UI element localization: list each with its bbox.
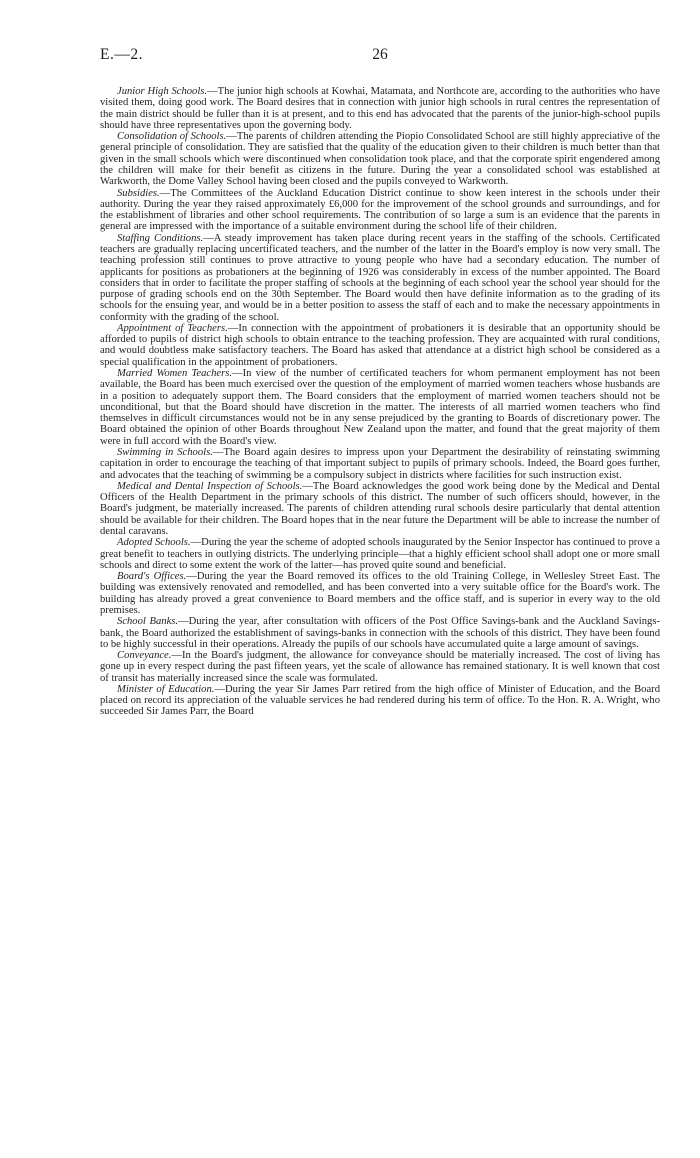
paragraph-heading: Minister of Education. <box>117 683 215 695</box>
paragraph-subsidies <box>100 188 660 233</box>
paragraph-medical-and-dental-inspection <box>100 481 660 537</box>
page-header <box>100 46 660 66</box>
paragraph-text: —During the year Sir James Parr retired from the high office of Minister of Education, and the Board placed on record its appreciation of the valuable services he had rendered during his term of office. To the Hon. R. A. Wright, who succeeded Sir James Parr, the Board <box>100 683 660 718</box>
paragraph-heading: Board's Offices. <box>117 571 187 583</box>
paragraph-heading: Married Women Teachers. <box>117 368 232 380</box>
paragraph-consolidation-of-schools <box>100 131 660 187</box>
paragraph-conveyance <box>100 650 660 684</box>
paragraph-heading: Junior High Schools. <box>117 86 208 97</box>
paragraph-heading: Medical and Dental Inspection of Schools. <box>117 480 303 492</box>
paragraph-swimming-in-schools <box>100 447 660 481</box>
paragraph-text: —In view of the number of certificated teachers for whom permanent employment has not been available, the Board has been much exercised over the question of the employment of married women teachers whose husbands are in a position to adequately support them. The Board considers that the employment of married women teachers should not be unconditional, but that the Board should have discretion in the matter. The interests of all married women teachers who find themselves in difficult circumstances would not be in any sense prejudiced by the granting to Boards of discretionary power. The Board obtained the opinion of other Boards throughout New Zealand upon the matter, and found that the great majority of them were in full accord with the Board's view. <box>100 368 660 447</box>
paragraph-text: —During the year the scheme of adopted schools inaugurated by the Senior Inspector has continued to prove a great benefit to teachers in outlying districts. The underlying principle—that a highly efficient school shall adopt one or more small schools and direct to some extent the work of the latter—has proved quite sound and beneficial. <box>100 537 660 571</box>
paragraph-text: —During the year the Board removed its offices to the old Training College, in Wellesley Street East. The building was extensively renovated and remodelled, and has been converted into a very suitable office for the Board's work. The building has already proved a great convenience to Board members and the office staff, and is superior in every way to the old premises. <box>100 571 660 616</box>
paragraph-adopted-schools <box>100 537 660 571</box>
document-reference: E.—2. <box>100 46 143 63</box>
paragraph-appointment-of-teachers <box>100 323 660 368</box>
paragraph-heading: Subsidies. <box>117 187 160 199</box>
paragraph-minister-of-education <box>100 684 660 718</box>
paragraph-text: —In connection with the appointment of probationers it is desirable that an opportunity should be afforded to pupils of district high schools to obtain entrance to the teaching profession. They are acquainted with rural conditions, and would doubtless make satisfactory teachers. The Board has asked that attendance at a district high school be considered as a special qualification in the appointment of probationers. <box>100 322 661 368</box>
body-text <box>100 86 660 718</box>
paragraph-text: —The Committees of the Auckland Education District continue to show keen interest in the schools under their authority. During the year they raised approximately £6,000 for the improvement of the school grounds and surroundings, and for the establishment of libraries and other school requirements. The contribution of so large a sum is an evidence that the parents in general are impressed with the importance of a suitable environment during the school life of their children. <box>100 187 660 233</box>
paragraph-married-women-teachers <box>100 368 660 447</box>
paragraph-school-banks <box>100 616 660 650</box>
paragraph-boards-offices <box>100 571 660 616</box>
paragraph-heading: Consolidation of Schools. <box>117 131 227 143</box>
paragraph-text: —During the year, after consultation with officers of the Post Office Savings-bank and the Auckland Savings-bank, the Board authorized the establishment of savings-banks in connection with the schools of this district. They have been found to be highly successful in their operations. Already the pupils of our schools have accumulated quite a large amount of savings. <box>100 616 660 650</box>
paragraph-junior-high-schools <box>100 86 660 131</box>
paragraph-text: —The Board again desires to impress upon your Department the desirability of reinstating swimming capitation in order to encourage the teaching of that important subject to pupils of primary schools. Indeed, the Board goes further, and advocates that the teaching of swimming be a compulsory subject in districts where facilities for such instruction exist. <box>100 447 660 481</box>
paragraph-heading: School Banks. <box>117 616 179 628</box>
paragraph-heading: Staffing Conditions. <box>117 232 204 244</box>
paragraph-text: —A steady improvement has taken place during recent years in the staffing of the schools. Certificated teachers are gradually replacing uncertificated teachers, and the number of the latter in the Board's employ is now very small. The teaching profession still continues to prove attractive to young people who have had a secondary education. The number of applicants for positions as probationers at the beginning of 1926 was considerably in excess of the number appointed. The Board considers that in order to facilitate the proper staffing of schools at the beginning of each school year the school year should for the purpose of grading schools end on the 30th September. The Board would then have definite information as to the grading of its schools for the ensuing year, and would be in a better position to assess the staff of each and to make the necessary appointments in conformity with the grading of the school. <box>100 232 660 323</box>
paragraph-staffing-conditions <box>100 233 660 323</box>
paragraph-text: —The Board acknowledges the good work being done by the Medical and Dental Officers of the Health Department in the primary schools of this district. The number of such officers should, however, in the Board's judgment, be materially increased. The parents of children attending rural schools desire particularly that dental attention should be available for their children. The Board hopes that in the near future the Department will be able to increase the number of dental caravans. <box>100 480 660 537</box>
page-number: 26 <box>372 46 388 63</box>
paragraph-text: —The junior high schools at Kowhai, Matamata, and Northcote are, according to the authorities who have visited them, doing good work. The Board desires that in connection with junior high schools in rural centres the representation of the main district should be fuller than it is at present, and to this end has advocated that the parents of the junior-high-school pupils should have three representatives upon the governing body. <box>100 86 660 131</box>
paragraph-heading: Appointment of Teachers. <box>117 322 228 334</box>
paragraph-heading: Adopted Schools. <box>117 537 191 549</box>
paragraph-heading: Conveyance. <box>117 650 172 662</box>
paragraph-heading: Swimming in Schools. <box>117 447 213 458</box>
paragraph-text: —In the Board's judgment, the allowance for conveyance should be materially increased. The cost of living has gone up in every respect during the past fifteen years, yet the scale of allowance has remained stationary. It is well known that cost of transit has materially increased since the scale was formulated. <box>100 650 660 684</box>
paragraph-text: —The parents of children attending the Piopio Consolidated School are still highly appreciative of the general principle of consolidation. They are satisfied that the quality of the education given to their children is much better than that given in the small schools which were discontinued when consolidation took place, and that the corporate spirit engendered among the children will make for their benefit as citizens in the future. During the year a consolidated school was established at Warkworth, the Dome Valley School having been closed and the pupils conveyed to Warkworth. <box>100 131 660 188</box>
